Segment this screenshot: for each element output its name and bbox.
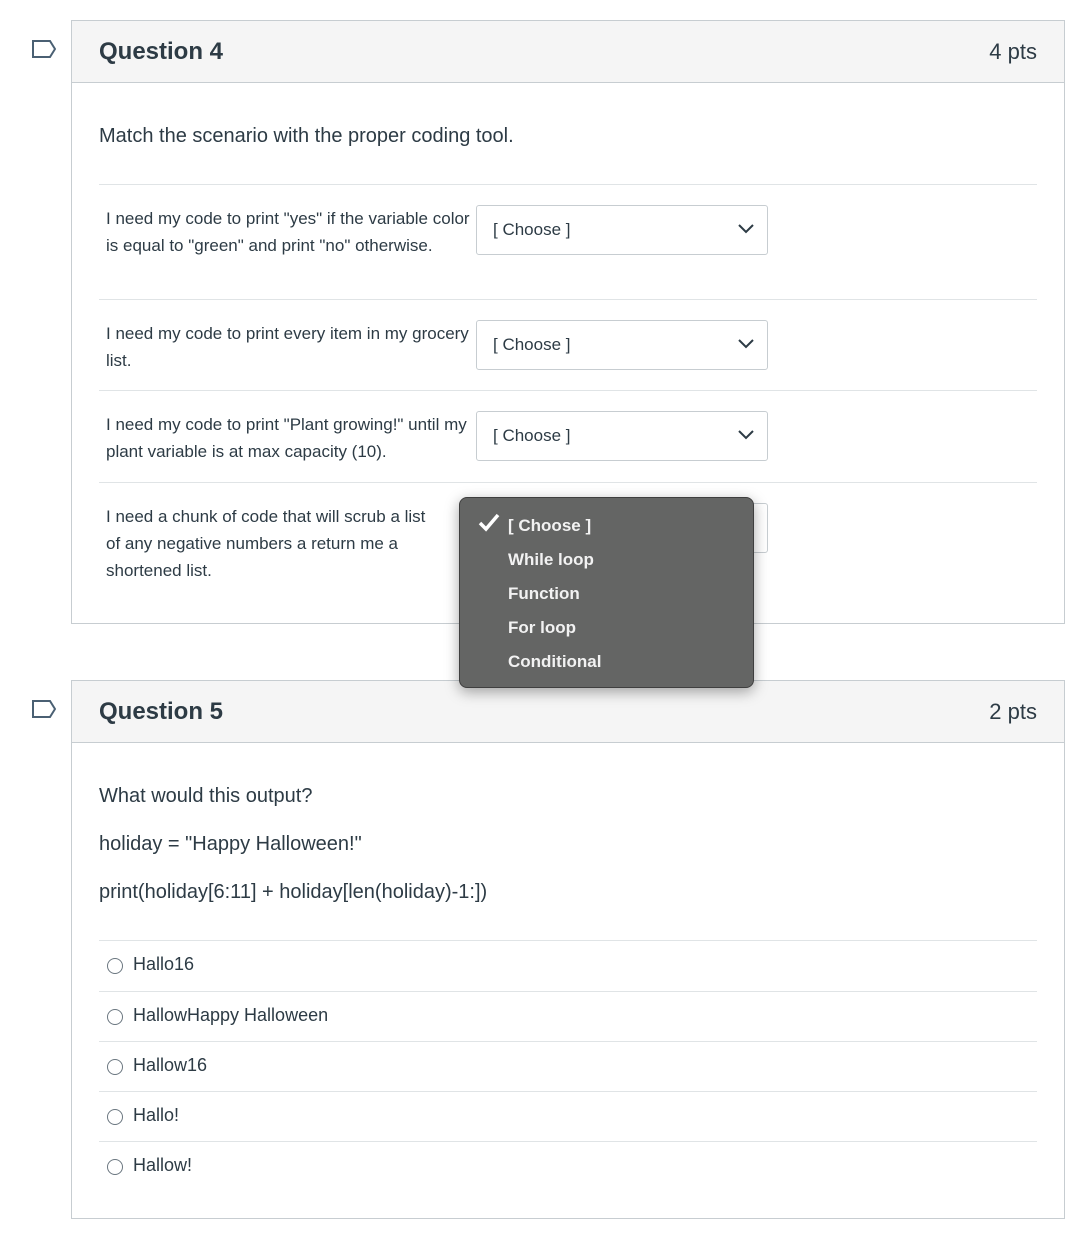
dropdown-menu [459, 497, 754, 688]
match-row [99, 184, 1037, 255]
answer-option[interactable]: Hallow16 [99, 1041, 1037, 1092]
dropdown-option[interactable]: For loop [508, 618, 576, 637]
question-title: Question 5 [99, 697, 224, 725]
chevron-down-icon [737, 219, 755, 237]
question-5 [71, 680, 1065, 1219]
question-prompt: Match the scenario with the proper coding tool. [99, 125, 514, 147]
dropdown-option[interactable]: [ Choose ] [508, 516, 592, 535]
chevron-down-icon [737, 425, 755, 443]
radio-button[interactable] [107, 958, 123, 974]
dropdown-option[interactable]: Function [508, 584, 580, 603]
dropdown-option[interactable]: Conditional [508, 652, 602, 671]
question-points: 2 pts [989, 698, 1037, 724]
question-title: Question 4 [99, 37, 224, 65]
answer-option[interactable]: Hallo16 [99, 940, 1037, 991]
scenario-text: I need a chunk of code that will scrub a list of any negative numbers a return me a shortened list. [106, 507, 426, 580]
answer-option[interactable]: HallowHappy Halloween [99, 991, 1037, 1042]
match-row [99, 299, 1037, 370]
answer-option[interactable]: Hallow! [99, 1141, 1037, 1192]
flag-question-icon[interactable] [32, 700, 56, 718]
radio-button[interactable] [107, 1109, 123, 1125]
radio-button[interactable] [107, 1009, 123, 1025]
code-line: holiday = "Happy Halloween!" [99, 833, 362, 855]
answer-option[interactable]: Hallo! [99, 1091, 1037, 1142]
match-select[interactable]: [ Choose ] [476, 205, 768, 255]
code-line: print(holiday[6:11] + holiday[len(holiday)-1:]) [99, 881, 488, 903]
question-points: 4 pts [989, 38, 1037, 64]
radio-button[interactable] [107, 1059, 123, 1075]
flag-question-icon[interactable] [32, 40, 56, 58]
checkmark-icon [478, 512, 500, 532]
match-row [99, 390, 1037, 461]
match-select[interactable]: [ Choose ] [476, 320, 768, 370]
scenario-text: I need my code to print "yes" if the variable color is equal to "green" and print "no" otherwise. [106, 209, 470, 255]
radio-button[interactable] [107, 1159, 123, 1175]
scenario-text: I need my code to print every item in my grocery list. [106, 324, 469, 370]
match-select[interactable]: [ Choose ] [476, 411, 768, 461]
dropdown-option[interactable]: While loop [508, 550, 594, 569]
question-prompt: What would this output? [99, 785, 313, 807]
scenario-text: I need my code to print "Plant growing!" until my plant variable is at max capacity (10). [106, 415, 467, 461]
chevron-down-icon [737, 334, 755, 352]
